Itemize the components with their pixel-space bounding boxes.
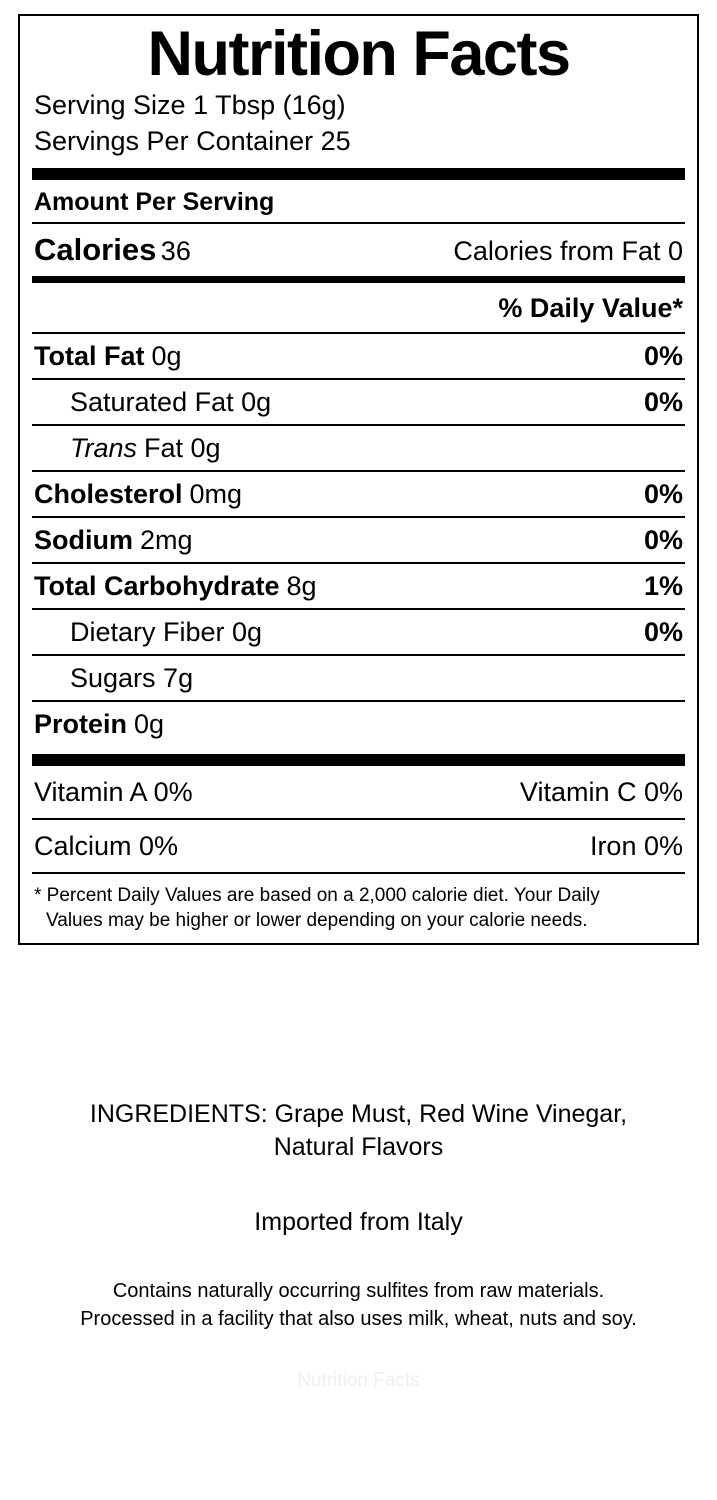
daily-value-header: % Daily Value* <box>498 292 683 323</box>
sugars-label: Sugars 7g <box>70 662 194 693</box>
servings-per-container-text: Servings Per Container 25 <box>34 125 351 156</box>
cholesterol-label: Cholesterol <box>34 478 183 509</box>
allergen-line-2: Processed in a facility that also uses milk, wheat, nuts and soy. <box>80 1308 637 1331</box>
amount-per-serving-row <box>32 180 685 222</box>
calories-left <box>34 232 191 268</box>
product-info-block <box>18 1098 699 1392</box>
trans-fat-amount: Fat 0g <box>144 432 221 463</box>
calories-row <box>32 224 685 276</box>
total-carbohydrate-dv: 1% <box>643 570 683 601</box>
total-carbohydrate-label: Total Carbohydrate <box>34 570 280 601</box>
dietary-fiber-label: Dietary Fiber 0g <box>70 616 263 647</box>
sodium-dv: 0% <box>643 524 683 555</box>
row-vitamins-1 <box>32 766 685 818</box>
page-title: Nutrition Facts <box>147 19 570 89</box>
saturated-fat-dv: 0% <box>643 386 683 417</box>
total-carbohydrate-amount: 8g <box>286 570 317 601</box>
footnote-line-2: Values may be higher or lower depending on your calorie needs. <box>46 909 588 931</box>
cholesterol-dv: 0% <box>643 478 683 509</box>
total-fat-dv: 0% <box>643 340 683 371</box>
row-protein <box>32 702 685 746</box>
calories-from-fat: Calories from Fat 0 <box>453 235 683 266</box>
footnote-line-1: * Percent Daily Values are based on a 2,000 calorie diet. Your Daily <box>34 884 600 906</box>
saturated-fat-label: Saturated Fat 0g <box>70 386 272 417</box>
calories-value: 36 <box>160 235 191 266</box>
total-fat-label: Total Fat <box>34 340 145 371</box>
row-saturated-fat <box>32 380 685 424</box>
ingredients-line-1: INGREDIENTS: Grape Must, Red Wine Vinegar, <box>89 1100 628 1128</box>
sodium-amount: 2mg <box>140 524 193 555</box>
iron-value: Iron 0% <box>589 830 683 861</box>
vitamin-a-value: Vitamin A 0% <box>34 776 193 807</box>
allergen-line-1: Contains naturally occurring sulfites from raw materials. <box>112 1280 605 1302</box>
divider-thick-vitamins <box>32 754 685 766</box>
protein-label: Protein <box>34 708 128 739</box>
footnote <box>32 874 685 935</box>
row-sugars <box>32 656 685 700</box>
divider-below-calories <box>32 276 685 283</box>
trans-fat-italic-label: Trans <box>70 432 138 463</box>
divider-thick-top <box>32 168 685 180</box>
amount-per-serving-label: Amount Per Serving <box>34 187 275 216</box>
row-cholesterol <box>32 472 685 516</box>
vitamin-c-value: Vitamin C 0% <box>519 776 683 807</box>
faint-watermark-text: Nutrition Facts <box>297 1369 420 1391</box>
row-total-fat <box>32 334 685 378</box>
nutrition-facts-panel <box>18 14 699 945</box>
serving-size-text: Serving Size 1 Tbsp (16g) <box>34 90 346 121</box>
cholesterol-amount: 0mg <box>189 478 243 509</box>
protein-amount: 0g <box>134 708 165 739</box>
row-total-carbohydrate <box>32 564 685 608</box>
calcium-value: Calcium 0% <box>34 830 179 861</box>
calories-label: Calories <box>34 231 157 267</box>
row-vitamins-2 <box>32 820 685 872</box>
row-sodium <box>32 518 685 562</box>
sodium-label: Sodium <box>34 524 133 555</box>
imported-from-text: Imported from Italy <box>254 1208 463 1236</box>
total-fat-amount: 0g <box>151 340 182 371</box>
dietary-fiber-dv: 0% <box>643 616 683 647</box>
row-trans-fat <box>32 426 685 470</box>
row-dietary-fiber <box>32 610 685 654</box>
ingredients-line-2: Natural Flavors <box>273 1133 444 1161</box>
